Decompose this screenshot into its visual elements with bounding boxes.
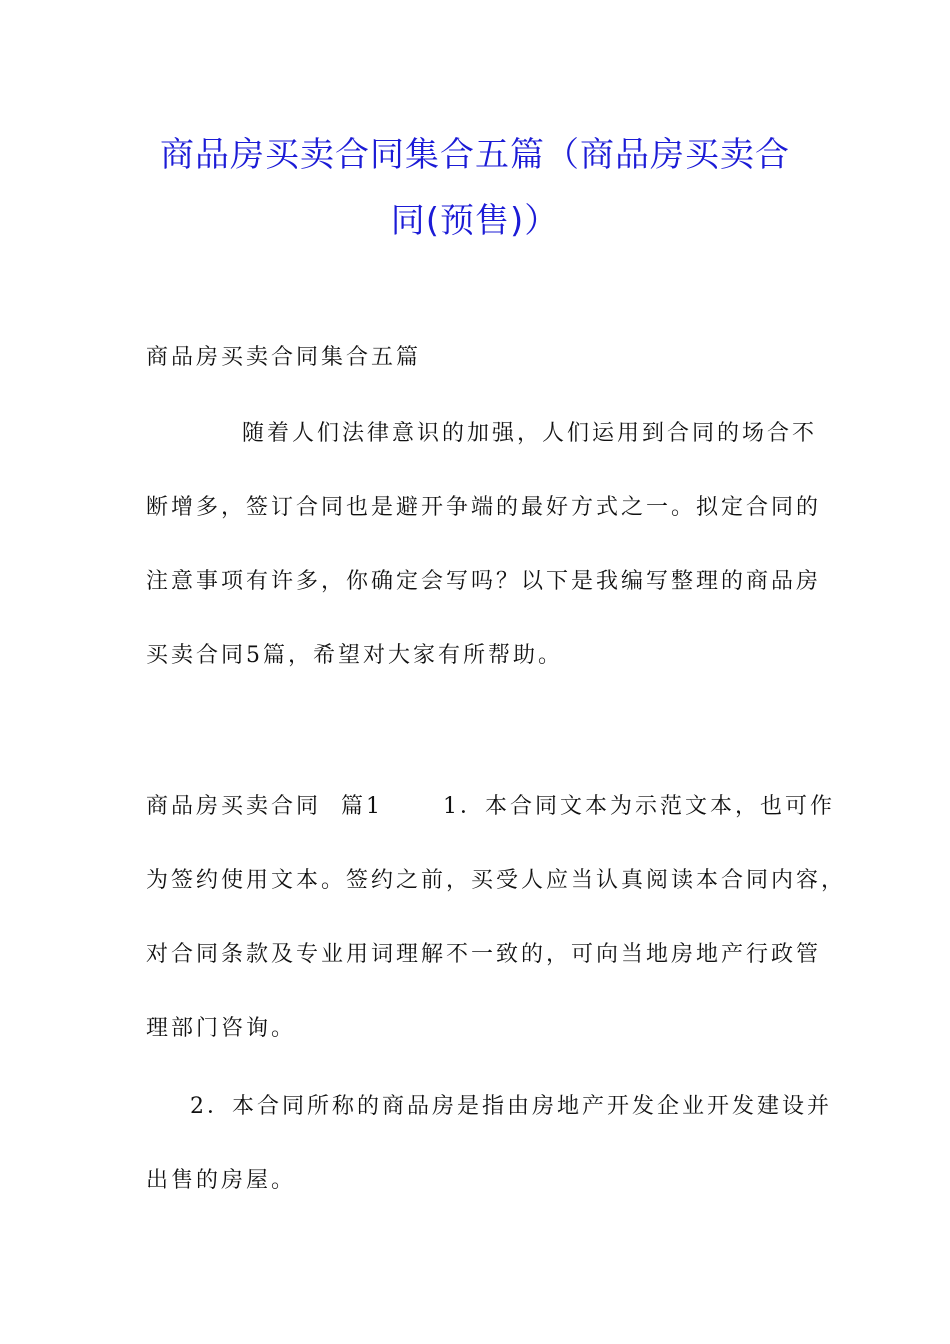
intro-line-1: 随着人们法律意识的加强，人们运用到合同的场合不 (242, 421, 818, 446)
section-1-line-1: 商品房买卖合同 篇1 1．本合同文本为示范文本，也可作 (146, 794, 835, 819)
item-2-line-1: 2．本合同所称的商品房是指由房地产开发企业开发建设并 (190, 1094, 832, 1119)
section-1-line-3: 对合同条款及专业用词理解不一致的，可向当地房地产行政管 (146, 942, 822, 967)
section-1-line-4: 理部门咨询。 (146, 1016, 297, 1041)
section-1-paragraph (146, 770, 847, 1066)
title-line-1: 商品房买卖合同集合五篇（商品房买卖合 (160, 135, 790, 175)
item-2-line-2: 出售的房屋。 (146, 1168, 297, 1193)
section-1-line-2: 为签约使用文本。签约之前，买受人应当认真阅读本合同内容， (146, 868, 847, 893)
intro-line-4: 买卖合同5篇，希望对大家有所帮助。 (146, 643, 563, 668)
intro-line-3: 注意事项有许多，你确定会写吗？以下是我编写整理的商品房 (146, 569, 822, 594)
item-2-paragraph (146, 1070, 832, 1218)
intro-line-2: 断增多，签订合同也是避开争端的最好方式之一。拟定合同的 (146, 495, 822, 520)
intro-paragraph (146, 397, 822, 693)
document-title (110, 122, 840, 254)
title-line-2: 同(预售)） (390, 201, 560, 241)
document-subtitle: 商品房买卖合同集合五篇 (146, 345, 422, 370)
